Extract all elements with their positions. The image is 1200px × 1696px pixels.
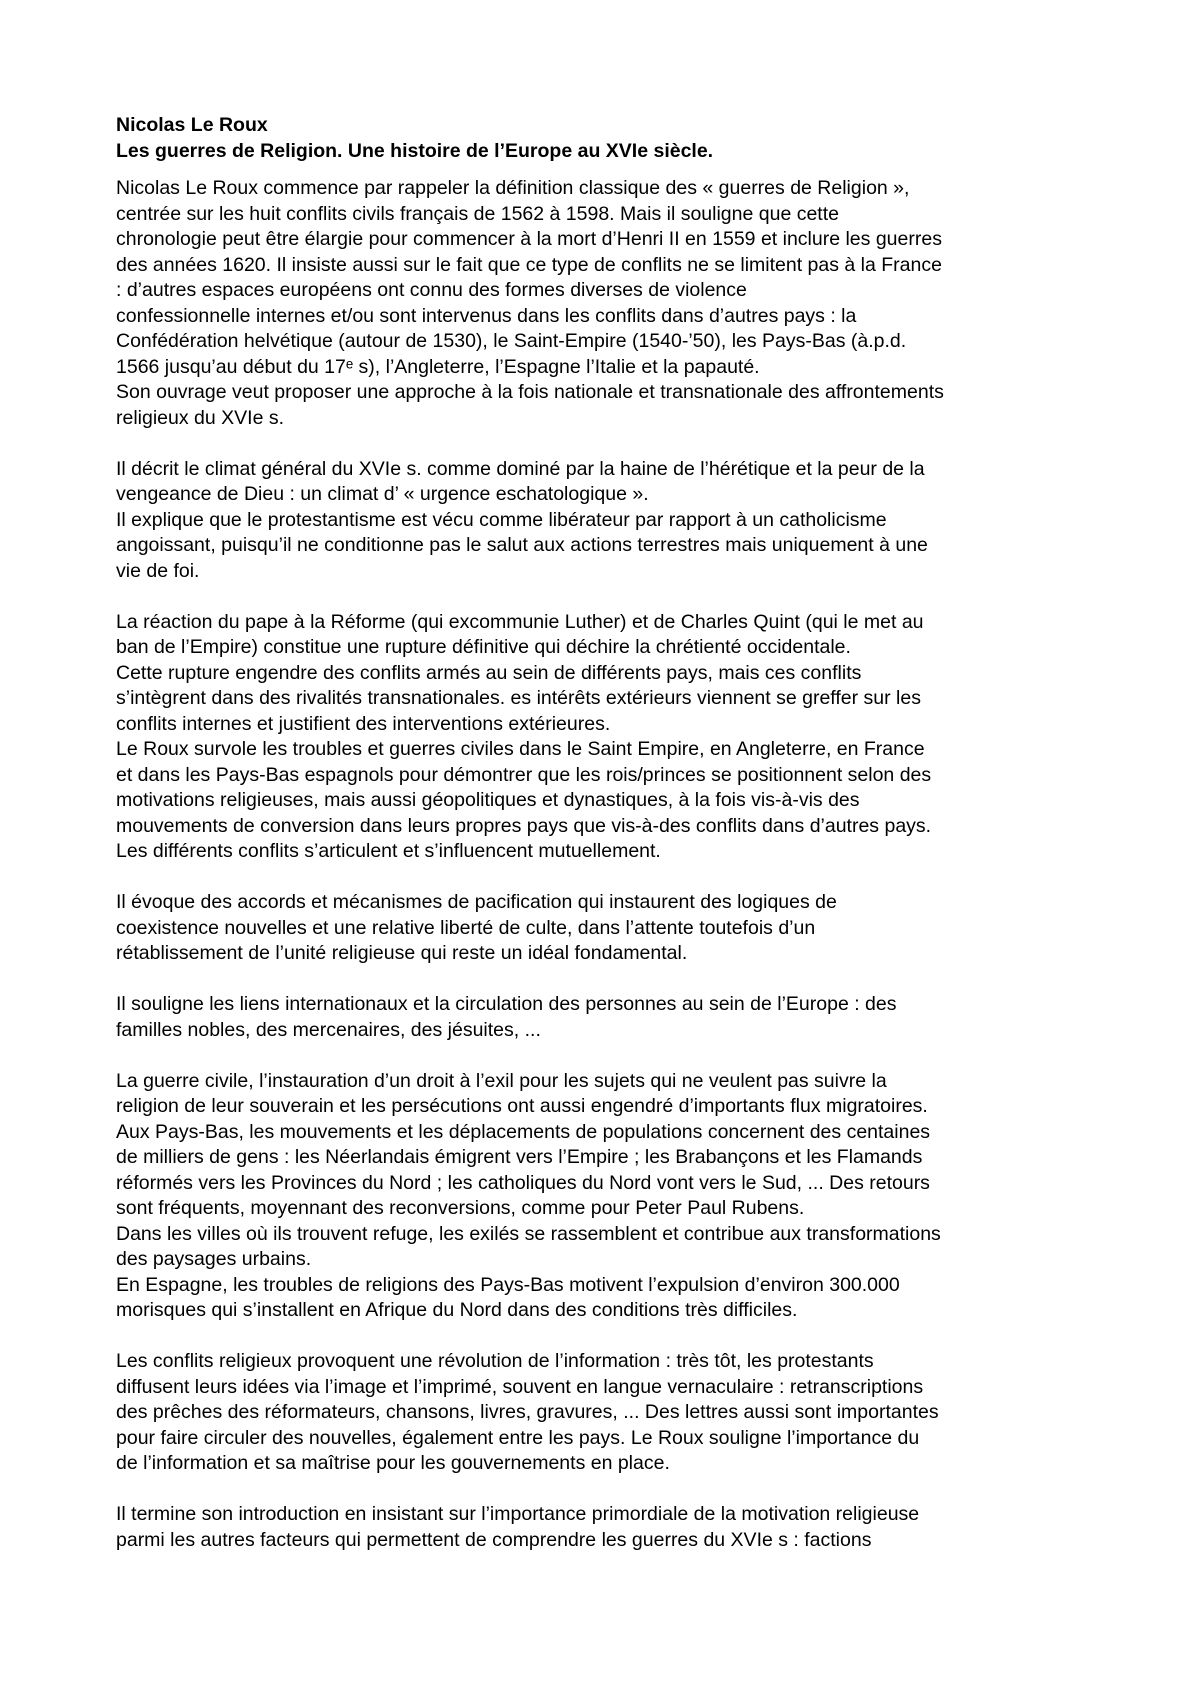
text-line: Le Roux survole les troubles et guerres civiles dans le Saint Empire, en Angleterre, en France [116,738,925,760]
text-line: La guerre civile, l’instauration d’un droit à l’exil pour les sujets qui ne veulent pas suivre la [116,1069,887,1092]
text-line: de milliers de gens : les Néerlandais émigrent vers l’Empire ; les Brabançons et les Flamands [116,1146,923,1168]
text-line: mouvements de conversion dans leurs propres pays que vis-à-des conflits dans d’autres pays. [116,814,932,837]
text-line: morisques qui s’installent en Afrique du Nord dans des conditions très difficiles. [116,1299,798,1321]
text-line: Il termine son introduction en insistant sur l’importance primordiale de la motivation religieuse [116,1503,920,1525]
text-line: vengeance de Dieu : un climat d’ « urgence eschatologique ». [116,483,649,505]
text-line: parmi les autres facteurs qui permettent de comprendre les guerres du XVIe s : factions [116,1528,872,1551]
text-line: de l’information et sa maîtrise pour les gouvernements en place. [116,1452,670,1474]
text-line: En Espagne, les troubles de religions des Pays-Bas motivent l’expulsion d’environ 300.000 [116,1273,900,1296]
paragraph [116,992,1076,1043]
text-line: angoissant, puisqu’il ne conditionne pas le salut aux actions terrestres mais uniquement à une [116,534,928,556]
text-line: Dans les villes où ils trouvent refuge, les exilés se rassemblent et contribue aux transformations [116,1222,941,1245]
text-line: Confédération helvétique (autour de 1530), le Saint-Empire (1540-’50), les Pays-Bas (à.p.d. [116,330,907,352]
text-line: Il décrit le climat général du XVIe s. comme dominé par la haine de l’hérétique et la peur de la [116,457,925,480]
paragraph [116,1349,1076,1477]
text-line: centrée sur les huit conflits civils français de 1562 à 1598. Mais il souligne que cette [116,202,839,225]
author-name: Nicolas Le Roux [116,114,268,136]
paragraph [116,457,1076,585]
document-body [116,176,1076,1553]
text-line: motivations religieuses, mais aussi géopolitiques et dynastiques, à la fois vis-à-vis des [116,789,860,811]
text-line: sont fréquents, moyennant des reconversions, comme pour Peter Paul Rubens. [116,1197,805,1219]
paragraph [116,610,1076,865]
document-page [116,113,1076,1579]
text-line: pour faire circuler des nouvelles, également entre les pays. Le Roux souligne l’importance du [116,1426,920,1449]
text-line: ban de l’Empire) constitue une rupture définitive qui déchire la chrétienté occidentale. [116,636,851,658]
text-line: Il explique que le protestantisme est vécu comme libérateur par rapport à un catholicisme [116,508,887,531]
text-line: familles nobles, des mercenaires, des jésuites, ... [116,1018,541,1041]
text-line: s’intègrent dans des rivalités transnationales. es intérêts extérieurs viennent se greffer sur les [116,687,921,709]
text-line: Les différents conflits s’articulent et s’influencent mutuellement. [116,840,661,862]
text-line: Il souligne les liens internationaux et la circulation des personnes au sein de l’Europe : des [116,993,897,1015]
text-line: religion de leur souverain et les persécutions ont aussi engendré d’importants flux migratoires. [116,1095,928,1117]
text-line: Son ouvrage veut proposer une approche à la fois nationale et transnationale des affrontements [116,381,944,403]
text-line: des années 1620. Il insiste aussi sur le fait que ce type de conflits ne se limitent pas à la France [116,253,942,276]
text-line: des paysages urbains. [116,1248,312,1270]
paragraph [116,1069,1076,1324]
text-line: Aux Pays-Bas, les mouvements et les déplacements de populations concernent des centaines [116,1120,931,1143]
text-line: vie de foi. [116,559,200,582]
text-line: 1566 jusqu’au début du 17ᵉ s), l’Angleterre, l’Espagne l’Italie et la papauté. [116,355,760,378]
text-line: Il évoque des accords et mécanismes de pacification qui instaurent des logiques de [116,891,837,913]
text-line: chronologie peut être élargie pour commencer à la mort d’Henri II en 1559 et inclure les guerres [116,228,942,250]
text-line: rétablissement de l’unité religieuse qui reste un idéal fondamental. [116,942,688,964]
text-line: : d’autres espaces européens ont connu des formes diverses de violence [116,279,747,301]
paragraph [116,890,1076,967]
text-line: conflits internes et justifient des interventions extérieures. [116,712,611,735]
text-line: et dans les Pays-Bas espagnols pour démontrer que les rois/princes se positionnent selon des [116,763,932,786]
text-line: coexistence nouvelles et une relative liberté de culte, dans l’attente toutefois d’un [116,916,816,939]
document-header [116,113,1076,164]
text-line: Les conflits religieux provoquent une révolution de l’information : très tôt, les protestants [116,1350,874,1372]
text-line: La réaction du pape à la Réforme (qui excommunie Luther) et de Charles Quint (qui le met au [116,610,924,633]
paragraph [116,1502,1076,1553]
text-line: religieux du XVIe s. [116,406,285,429]
text-line: Nicolas Le Roux commence par rappeler la définition classique des « guerres de Religion », [116,177,910,199]
text-line: confessionnelle internes et/ou sont intervenus dans les conflits dans d’autres pays : la [116,304,857,327]
text-line: des prêches des réformateurs, chansons, livres, gravures, ... Des lettres aussi sont importantes [116,1401,939,1423]
text-line: Cette rupture engendre des conflits armés au sein de différents pays, mais ces conflits [116,661,862,684]
text-line: réformés vers les Provinces du Nord ; les catholiques du Nord vont vers le Sud, ... Des retours [116,1171,930,1194]
paragraph [116,176,1076,431]
text-line: diffusent leurs idées via l’image et l’imprimé, souvent en langue vernaculaire : retranscriptions [116,1375,924,1398]
book-title: Les guerres de Religion. Une histoire de l’Europe au XVIe siècle. [116,139,714,162]
